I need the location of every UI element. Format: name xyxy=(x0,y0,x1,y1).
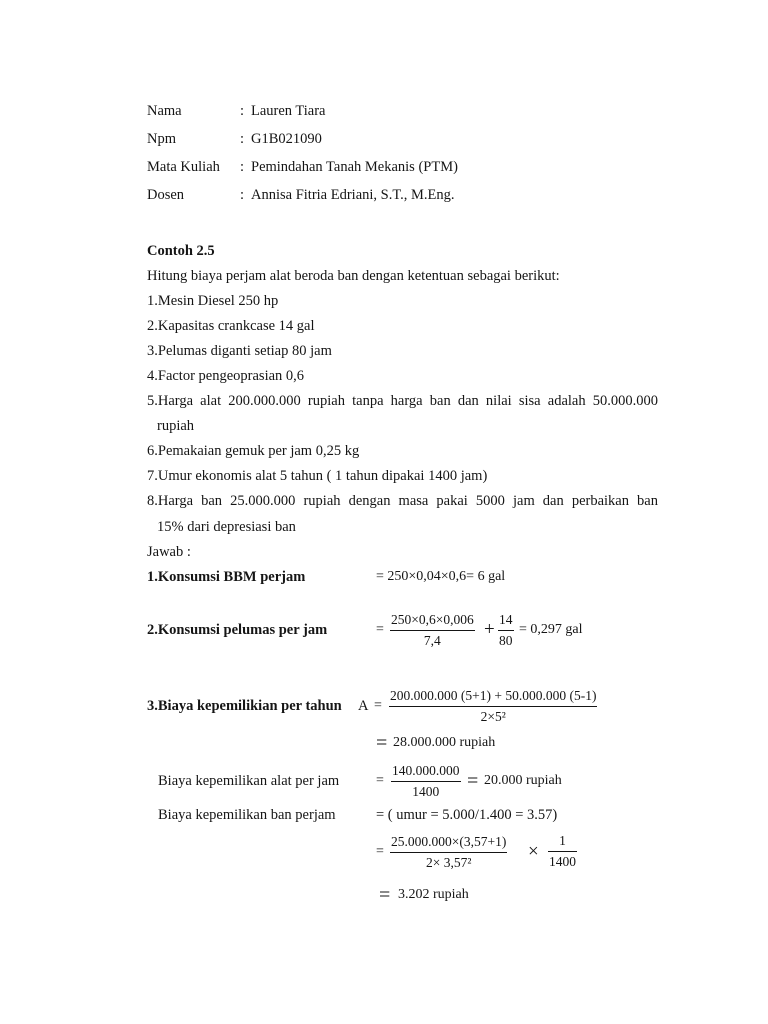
course-label: Mata Kuliah xyxy=(147,159,220,175)
tire-fraction-1 xyxy=(390,834,507,871)
lecturer-value: Annisa Fitria Edriani, S.T., M.Eng. xyxy=(251,187,455,203)
ownership-variable: A xyxy=(358,698,369,714)
lube-fraction-1 xyxy=(390,612,475,649)
npm-label: Npm xyxy=(147,131,176,147)
problem-intro: Hitung biaya perjam alat beroda ban dengan ketentuan sebagai berikut: xyxy=(147,268,560,284)
lube-step-title: 2.Konsumsi pelumas per jam xyxy=(147,622,328,638)
name-label: Nama xyxy=(147,103,182,119)
lube-fraction-2 xyxy=(498,612,514,649)
plus-sign: + xyxy=(484,619,495,640)
ownership-result: 28.000.000 rupiah xyxy=(393,735,496,750)
tire-hourly-label: Biaya kepemilikan ban perjam xyxy=(158,807,336,823)
name-value: Lauren Tiara xyxy=(251,103,326,119)
multiply-sign: × xyxy=(528,841,539,862)
tire-fraction-2 xyxy=(548,833,577,870)
fraction-numerator: 25.000.000×(3,57+1) xyxy=(390,834,507,853)
lecturer-label: Dosen xyxy=(147,187,185,203)
fuel-step-title: 1.Konsumsi BBM perjam xyxy=(147,569,306,585)
fraction-denominator: 2×5² xyxy=(480,709,506,724)
list-item: 4.Factor pengeoprasian 0,6 xyxy=(147,368,305,384)
ownership-result-equals: = xyxy=(376,732,388,754)
fraction-numerator: 250×0,6×0,006 xyxy=(390,612,475,631)
list-item: 2.Kapasitas crankcase 14 gal xyxy=(147,318,315,334)
fraction-denominator: 2× 3,57² xyxy=(425,855,472,870)
tire-hourly-result: 3.202 rupiah xyxy=(398,887,469,902)
lube-result: = 0,297 gal xyxy=(519,622,583,637)
list-item: 7.Umur ekonomis alat 5 tahun ( 1 tahun dipakai 1400 jam) xyxy=(147,468,488,484)
lecturer-separator: : xyxy=(240,187,245,203)
tire-life-note: = ( umur = 5.000/1.400 = 3.57) xyxy=(376,807,558,823)
fraction-numerator: 14 xyxy=(498,612,514,631)
fraction-denominator: 1400 xyxy=(412,784,440,799)
list-item: 6.Pemakaian gemuk per jam 0,25 kg xyxy=(147,443,360,459)
equipment-hourly-fraction xyxy=(391,763,461,800)
list-item: 1.Mesin Diesel 250 hp xyxy=(147,293,279,309)
list-item-continuation: 15% dari depresiasi ban xyxy=(157,519,296,535)
ownership-step-title: 3.Biaya kepemilikian per tahun xyxy=(147,698,342,714)
equipment-hourly-result: 20.000 rupiah xyxy=(484,773,562,788)
tire-hourly-equals: = xyxy=(376,844,384,859)
ownership-fraction xyxy=(389,688,597,725)
npm-separator: : xyxy=(240,131,245,147)
name-separator: : xyxy=(240,103,245,119)
fuel-equation: = 250×0,04×0,6= 6 gal xyxy=(376,569,506,584)
answer-label: Jawab : xyxy=(147,544,191,560)
fraction-numerator: 1 xyxy=(548,833,577,852)
ownership-equals-sign: = xyxy=(374,698,382,713)
equipment-hourly-equals: = xyxy=(376,773,384,788)
lube-equals-sign: = xyxy=(376,622,384,637)
equipment-hourly-result-equals: = xyxy=(467,770,479,792)
npm-value: G1B021090 xyxy=(251,131,322,147)
list-item: 5.Harga alat 200.000.000 rupiah tanpa harga ban dan nilai sisa adalah 50.000.000 xyxy=(147,393,658,409)
list-item: 8.Harga ban 25.000.000 rupiah dengan masa pakai 5000 jam dan perbaikan ban xyxy=(147,493,658,509)
fraction-denominator: 1400 xyxy=(549,854,576,869)
list-item: 3.Pelumas diganti setiap 80 jam xyxy=(147,343,332,359)
tire-hourly-result-equals: = xyxy=(379,884,391,906)
list-item-continuation: rupiah xyxy=(157,418,195,434)
course-value: Pemindahan Tanah Mekanis (PTM) xyxy=(251,159,458,175)
problem-title: Contoh 2.5 xyxy=(147,243,215,259)
course-separator: : xyxy=(240,159,245,175)
fraction-numerator: 140.000.000 xyxy=(391,763,461,782)
fraction-denominator: 80 xyxy=(499,633,513,648)
equipment-hourly-label: Biaya kepemilikan alat per jam xyxy=(158,773,340,789)
fraction-numerator: 200.000.000 (5+1) + 50.000.000 (5-1) xyxy=(389,688,597,707)
fraction-denominator: 7,4 xyxy=(423,633,441,648)
